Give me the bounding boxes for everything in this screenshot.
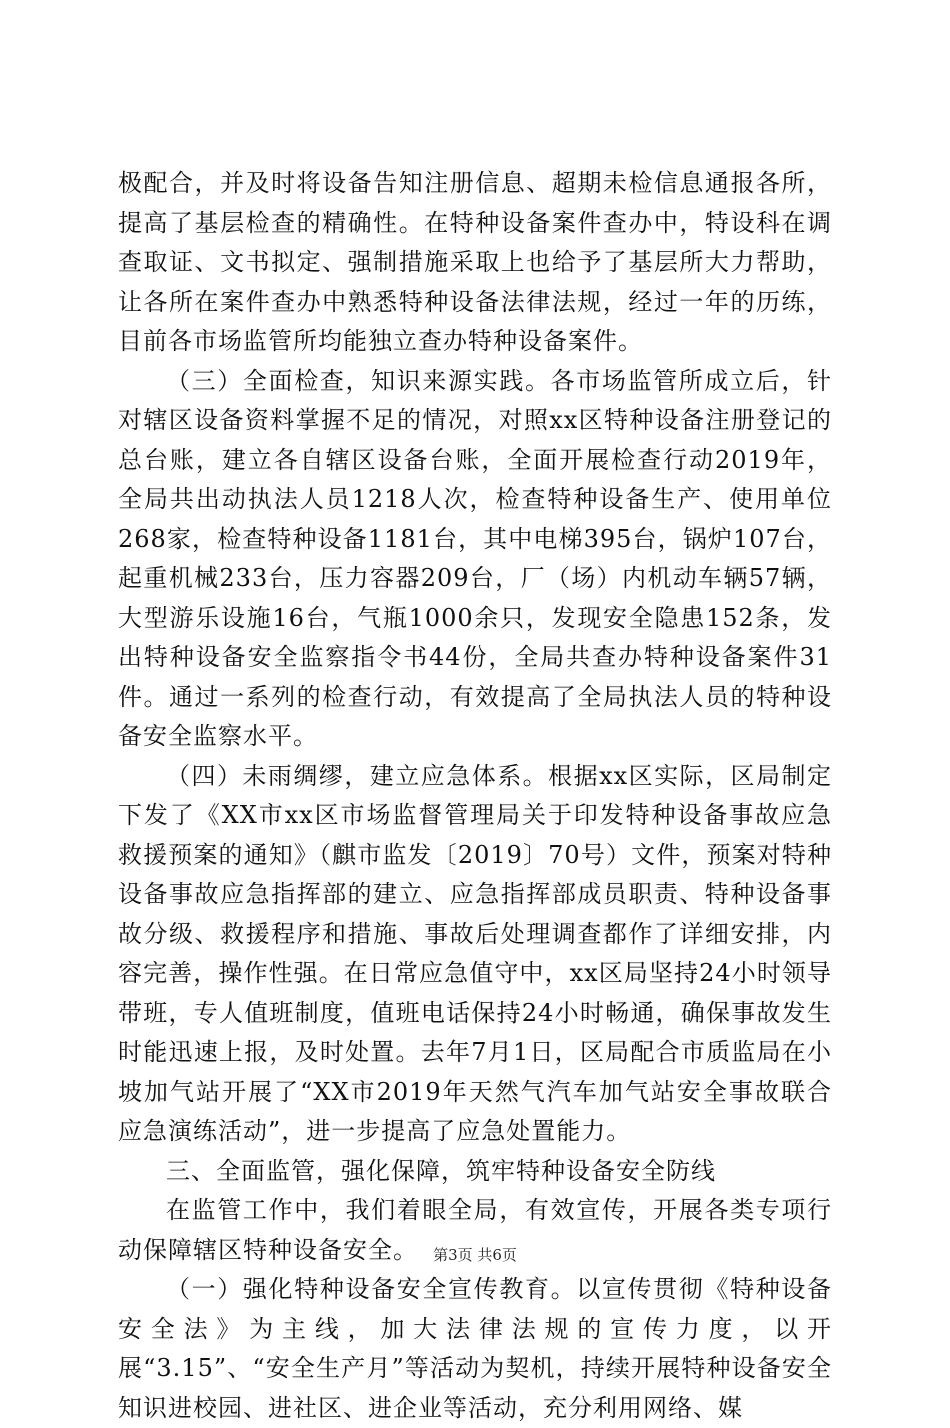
paragraph-section-3: （三）全面检查，知识来源实践。各市场监管所成立后，针对辖区设备资料掌握不足的情况，对照xx区特种设备注册登记的总台账，建立各自辖区设备台账，全面开展检查行动2019年，全局共出动执法人员1218人次，检查特种设备生产、使用单位268家，检查特种设备1181台，其中电梯395台，锅炉107台，起重机械233台，压力容器209台，厂（场）内机动车辆57辆，大型游乐设施16台，气瓶1000余只，发现安全隐患152条，发出特种设备安全监察指令书44份，全局共查办特种设备案件31件。通过一系列的检查行动，有效提高了全局执法人员的特种设备安全监察水平。 [118, 366, 832, 750]
page-number-footer: 第3页 共6页 [433, 1246, 517, 1264]
document-body [118, 164, 832, 1428]
paragraph-section-4: （四）未雨绸缪，建立应急体系。根据xx区实际，区局制定下发了《XX市xx区市场监督管理局关于印发特种设备事故应急救援预案的通知》（麒市监发〔2019〕70号）文件，预案对特种设备事故应急指挥部的建立、应急指挥部成员职责、特种设备事故分级、救援程序和措施、事故后处理调查都作了详细安排，内容完善，操作性强。在日常应急值守中，xx区局坚持24小时领导带班，专人值班制度，值班电话保持24小时畅通，确保事故发生时能迅速上报，及时处置。去年7月1日，区局配合市质监局在小坡加气站开展了“XX市2019年天然气汽车加气站安全事故联合应急演练活动”，进一步提高了应急处置能力。 [118, 761, 832, 1145]
section-heading: 三、全面监管，强化保障，筑牢特种设备安全防线 [166, 1156, 716, 1185]
paragraph-subsection-1: （一）强化特种设备安全宣传教育。以宣传贯彻《特种设备安全法》为主线，加大法律法规的宣传力度，以开展“3.15”、“安全生产月”等活动为契机，持续开展特种设备安全知识进校园、进社区、进企业等活动，充分利用网络、媒 [118, 1275, 832, 1422]
paragraph-continuation: 极配合，并及时将设备告知注册信息、超期未检信息通报各所，提高了基层检查的精确性。在特种设备案件查办中，特设科在调查取证、文书拟定、强制措施采取上也给予了基层所大力帮助，让各所在案件查办中熟悉特种设备法律法规，经过一年的历练，目前各市场监管所均能独立查办特种设备案件。 [118, 169, 832, 355]
paragraph-intro: 在监管工作中，我们着眼全局，有效宣传，开展各类专项行动保障辖区特种设备安全。 [118, 1196, 832, 1264]
